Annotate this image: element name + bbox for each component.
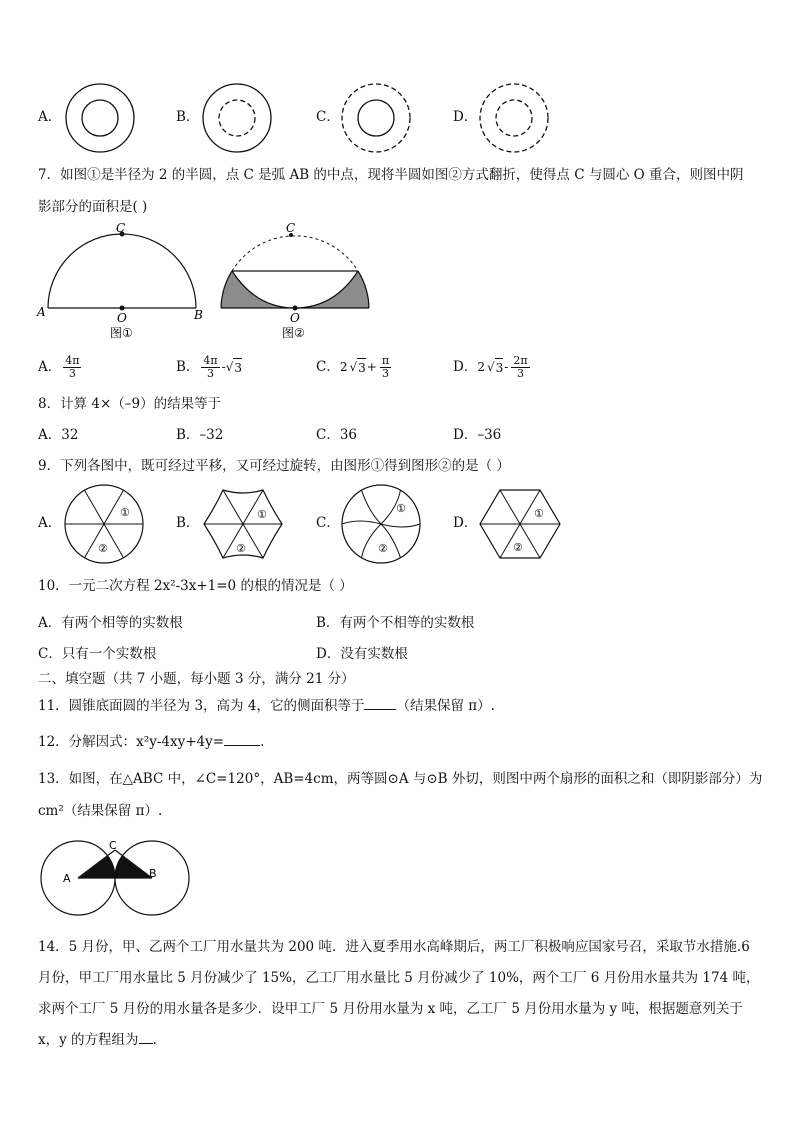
q7-option-b-den: 3 xyxy=(207,366,215,380)
q7-option-d-op: - xyxy=(504,360,509,374)
q7-fig2-point-c: C xyxy=(286,221,296,235)
q11-text-pre: 11．圆锥底面圆的半径为 3，高为 4，它的侧面积等于 xyxy=(38,698,365,714)
q7-fig1-point-b: B xyxy=(194,308,203,322)
q6-option-a-figure xyxy=(62,80,138,156)
q7-option-b-op: - xyxy=(221,360,226,374)
q14-text-line1: 14．5 月份，甲、乙两个工厂用水量共为 200 吨．进入夏季用水高峰期后，两工厂积极响应国家号召，采取节水措施.6 xyxy=(38,939,750,955)
q13-point-a: A xyxy=(63,872,71,885)
q8-option-c: C．36 xyxy=(316,427,358,443)
q7-option-a xyxy=(38,350,83,384)
q7-fig2-caption: 图② xyxy=(282,326,305,340)
q13-text-line1: 13．如图，在△ABC 中，∠C=120°，AB=4cm，两等圆⊙A 与⊙B 外切，则图中两个扇形的面积之和（即阴影部分）为 xyxy=(38,771,763,787)
q7-option-a-den: 3 xyxy=(68,366,76,380)
q7-text-line1: 7．如图①是半径为 2 的半圆，点 C 是弧 AB 的中点，现将半圆如图②方式翻折，使得点 C 与圆心 O 重合，则图中阴 xyxy=(38,167,744,183)
q9-a-mark-2: ② xyxy=(98,542,108,555)
q8-option-a: A．32 xyxy=(38,427,79,443)
q7-text-line2: 影部分的面积是( ) xyxy=(38,199,148,215)
q12-text-pre: 12．分解因式：x²y-4xy+4y= xyxy=(38,734,225,750)
q7-option-d-den: 3 xyxy=(516,366,524,380)
q7-option-b-label: B． xyxy=(176,359,200,375)
q11-text-post: （结果保留 π）. xyxy=(396,698,495,714)
q10-option-b: B．有两个不相等的实数根 xyxy=(316,615,475,631)
section-heading: 二、填空题（共 7 小题，每小题 3 分，满分 21 分） xyxy=(38,671,355,687)
q9-b-mark-1: ① xyxy=(257,508,267,521)
q9-option-c-figure xyxy=(339,482,423,566)
q7-fig1-point-a: A xyxy=(37,305,46,319)
q7-figure-2 xyxy=(212,220,376,342)
q13-point-c: C xyxy=(109,839,117,852)
q9-option-d-label: D． xyxy=(453,515,478,531)
q10-option-d: D．没有实数根 xyxy=(316,646,408,662)
q12-answer-blank[interactable] xyxy=(224,745,260,746)
q7-figure-1 xyxy=(34,220,214,342)
q14-text-line4-pre: x，y 的方程组为 xyxy=(38,1032,139,1048)
q8-option-d: D．–36 xyxy=(453,427,502,443)
q7-option-b-fraction xyxy=(201,355,219,380)
q7-fig1-caption: 图① xyxy=(110,326,133,340)
q11-text xyxy=(38,697,495,715)
q13-figure xyxy=(38,834,190,920)
q8-option-b: B．–32 xyxy=(176,427,224,443)
q7-option-d-label: D． xyxy=(453,359,478,375)
q9-option-d-figure xyxy=(477,482,563,566)
q14-text-line2: 月份，甲工厂用水量比 5 月份减少了 15%，乙工厂用水量比 5 月份减少了 10%，两个工厂 6 月份用水量共为 174 吨， xyxy=(38,970,760,986)
q7-fig1-point-c: C xyxy=(116,221,126,235)
q7-option-d-fraction xyxy=(511,355,529,380)
q7-fig2-point-o: O xyxy=(290,311,300,325)
q11-answer-blank[interactable] xyxy=(364,709,396,710)
q7-option-c-sqrt: 3 xyxy=(357,358,366,377)
q6-option-c-label: C． xyxy=(316,109,340,125)
q7-option-b: B． $\frac{4\pi}{3}$ - √ 3 xyxy=(176,353,243,380)
q14-text-line4-end: . xyxy=(152,1032,157,1048)
q14-answer-blank[interactable] xyxy=(139,1043,153,1044)
q13-text-line2: cm²（结果保留 π）. xyxy=(38,803,163,819)
q9-option-c-label: C． xyxy=(316,515,340,531)
q7-option-d: D． 2 √ 3 - $\frac{2\pi}{3}$ xyxy=(453,353,528,380)
q6-option-d-label: D． xyxy=(453,109,478,125)
q9-option-a-figure xyxy=(62,482,146,566)
q6-option-b-figure xyxy=(199,80,275,156)
q9-option-a-label: A． xyxy=(38,515,62,531)
q7-option-c-label: C． xyxy=(316,359,340,375)
q9-text: 9．下列各图中，既可经过平移，又可经过旋转，由图形①得到图形②的是（ ） xyxy=(38,458,510,474)
q7-option-c-fraction xyxy=(380,355,391,380)
q9-a-mark-1: ① xyxy=(120,506,130,519)
q7-option-c-op: + xyxy=(366,360,377,374)
q12-text xyxy=(38,733,264,751)
q10-option-a: A．有两个相等的实数根 xyxy=(38,615,183,631)
q7-option-b-sqrt: 3 xyxy=(233,358,242,377)
q7-option-a-label: A． xyxy=(38,359,62,375)
q6-option-a-label: A． xyxy=(38,109,62,125)
q9-d-mark-1: ① xyxy=(534,507,544,520)
q9-c-mark-2: ② xyxy=(378,542,388,555)
q6-option-b-label: B． xyxy=(176,109,200,125)
q7-fig1-point-o: O xyxy=(117,311,127,325)
q10-text: 10．一元二次方程 2x²-3x+1=0 的根的情况是（ ） xyxy=(38,578,353,594)
q7-option-b-num: 4π xyxy=(203,353,218,367)
q10-option-c: C．只有一个实数根 xyxy=(38,646,157,662)
q13-point-b: B xyxy=(149,867,157,880)
q7-option-c-den: 3 xyxy=(381,366,389,380)
q12-text-post: . xyxy=(260,734,265,750)
q7-option-c-pre: 2 xyxy=(339,360,348,374)
q9-option-b-label: B． xyxy=(176,515,200,531)
q8-text: 8．计算 4×（–9）的结果等于 xyxy=(38,396,222,412)
q9-option-b-figure xyxy=(200,482,286,566)
q7-option-d-sqrt: 3 xyxy=(495,358,504,377)
q6-option-d-figure xyxy=(476,80,552,156)
q7-option-d-pre: 2 xyxy=(477,360,485,374)
q7-option-a-fraction xyxy=(63,355,81,380)
q7-option-c-num: π xyxy=(381,353,390,367)
q7-option-d-num: 2π xyxy=(513,353,528,367)
q9-d-mark-2: ② xyxy=(513,541,523,554)
q7-option-c: C． 2 √ 3 + $\frac{\pi}{3}$ xyxy=(316,353,390,380)
q7-option-a-num: 4π xyxy=(65,353,80,367)
q14-text-line3: 求两个工厂 5 月份的用水量各是多少．设甲工厂 5 月份用水量为 x 吨，乙工厂 5 月份用水量为 y 吨，根据题意列关于 xyxy=(38,1001,743,1017)
q9-b-mark-2: ② xyxy=(236,542,246,555)
q9-c-mark-1: ① xyxy=(396,502,406,515)
q6-option-c-figure xyxy=(338,80,414,156)
q14-text-line4 xyxy=(38,1031,157,1049)
